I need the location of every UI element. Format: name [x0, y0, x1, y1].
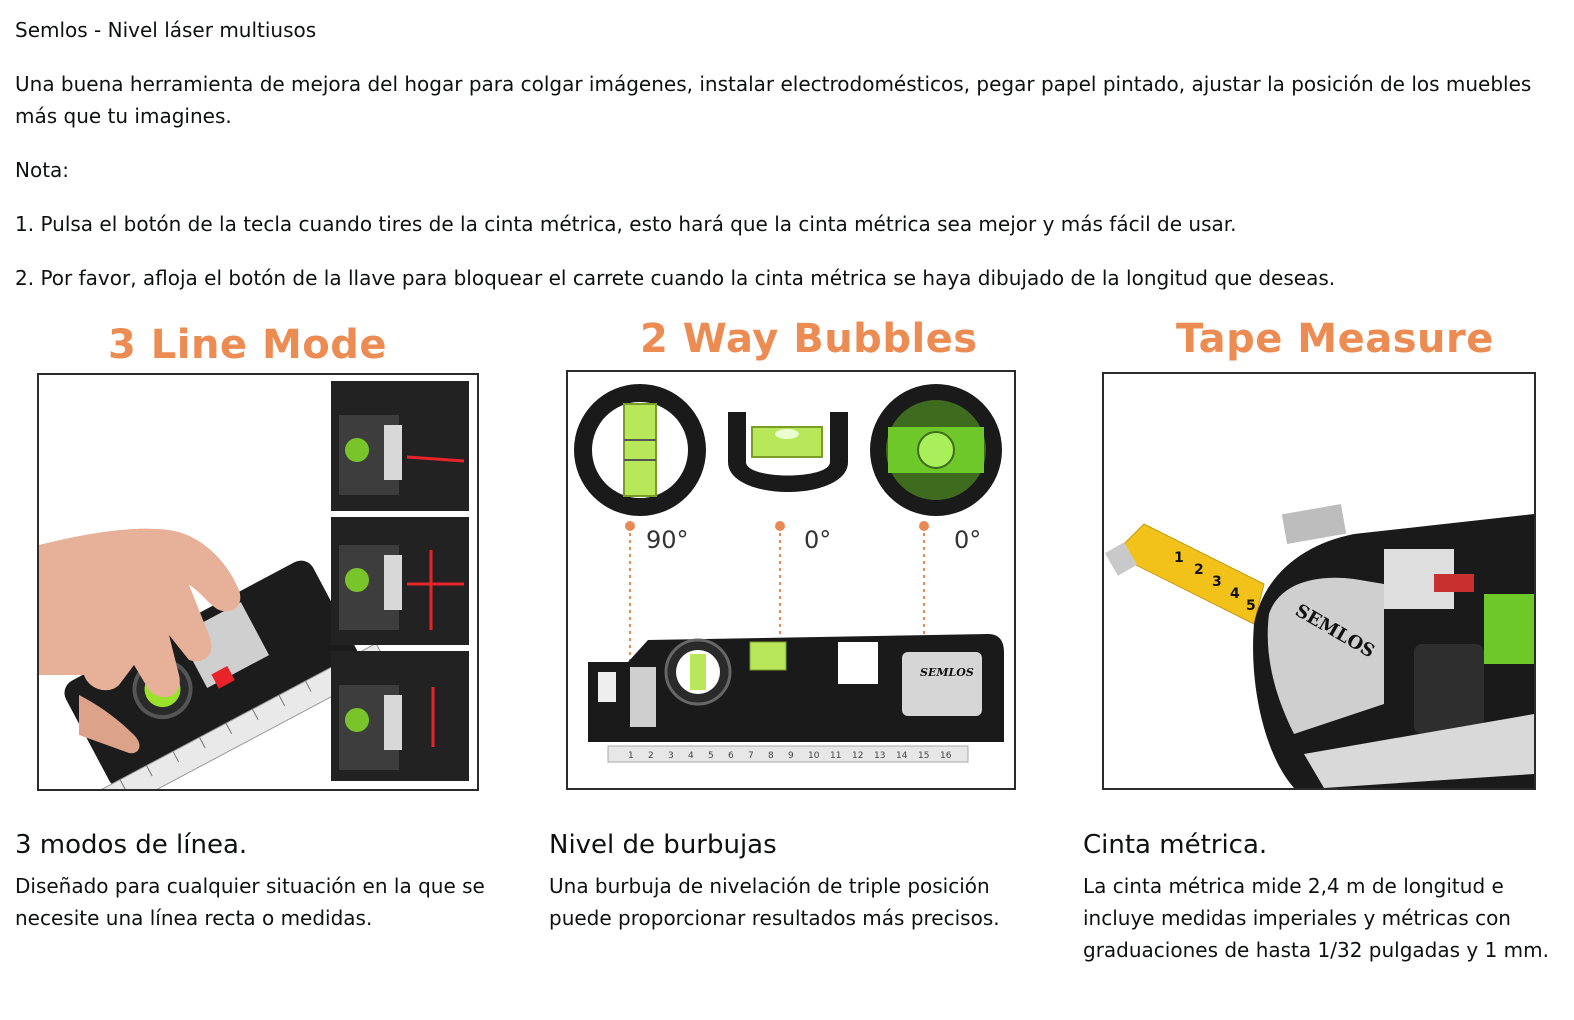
laser-mode-panels	[331, 381, 469, 781]
svg-text:1: 1	[628, 751, 634, 761]
angle-label-3: 0°	[954, 526, 982, 554]
svg-text:2: 2	[1194, 562, 1204, 578]
svg-text:4: 4	[688, 751, 694, 761]
angle-label-1: 90°	[646, 526, 689, 554]
svg-text:4: 4	[1230, 586, 1240, 602]
note-item-1: 1. Pulsa el botón de la tecla cuando tires de la cinta métrica, esto hará que la cinta métrica sea mejor y más fácil de usar.	[15, 212, 1237, 236]
caption-title-line-mode: 3 modos de línea.	[15, 830, 248, 860]
caption-text-tape: La cinta métrica mide 2,4 m de longitud e incluye medidas imperiales y métricas con graduaciones de hasta 1/32 pulgadas y 1 mm.	[1083, 874, 1549, 962]
svg-text:10: 10	[808, 751, 820, 761]
brand-text-bubbles: SEMLOS	[920, 666, 974, 679]
svg-text:2: 2	[648, 751, 654, 761]
feature-heading-line-mode: 3 Line Mode	[108, 322, 388, 368]
svg-text:5: 5	[708, 751, 714, 761]
feature-heading-bubbles: 2 Way Bubbles	[640, 316, 978, 362]
svg-text:16: 16	[940, 751, 952, 761]
tape-measure-image	[1102, 372, 1536, 790]
svg-text:15: 15	[918, 751, 930, 761]
note-item-2: 2. Por favor, afloja el botón de la llave para bloquear el carrete cuando la cinta métrica se haya dibujado de la longitud que deseas.	[15, 266, 1336, 290]
svg-text:9: 9	[788, 751, 794, 761]
line-mode-image	[37, 373, 479, 791]
vial-round	[574, 384, 706, 516]
svg-text:14: 14	[896, 751, 908, 761]
svg-text:11: 11	[830, 751, 842, 761]
svg-text:8: 8	[768, 751, 774, 761]
feature-heading-tape: Tape Measure	[1176, 316, 1494, 362]
brand-text-tape: SEMLOS	[1291, 600, 1379, 663]
caption-title-bubbles: Nivel de burbujas	[549, 830, 777, 860]
product-description: Una buena herramienta de mejora del hogar para colgar imágenes, instalar electrodomésticos, pegar papel pintado, ajustar la posición de los muebles más que tu imagines.	[15, 72, 1532, 128]
caption-text-bubbles: Una burbuja de nivelación de triple posición puede proporcionar resultados más precisos.	[549, 874, 1000, 930]
note-label: Nota:	[15, 158, 70, 182]
vial-u-shape	[728, 412, 848, 492]
vial-glow	[870, 384, 1002, 516]
caption-title-tape: Cinta métrica.	[1083, 830, 1268, 860]
svg-text:1: 1	[1174, 550, 1184, 566]
product-title-line: Semlos - Nivel láser multiusos	[15, 18, 317, 42]
svg-text:3: 3	[668, 751, 674, 761]
caption-text-line-mode: Diseñado para cualquier situación en la que se necesite una línea recta o medidas.	[15, 874, 485, 930]
ruler-strip	[608, 746, 968, 762]
angle-label-2: 0°	[804, 526, 832, 554]
svg-text:13: 13	[874, 751, 886, 761]
svg-text:6: 6	[728, 751, 734, 761]
svg-text:5: 5	[1246, 598, 1256, 614]
svg-text:12: 12	[852, 751, 864, 761]
svg-text:7: 7	[748, 751, 754, 761]
level-body	[588, 634, 1004, 742]
bubbles-image	[566, 370, 1016, 790]
svg-text:3: 3	[1212, 574, 1222, 590]
